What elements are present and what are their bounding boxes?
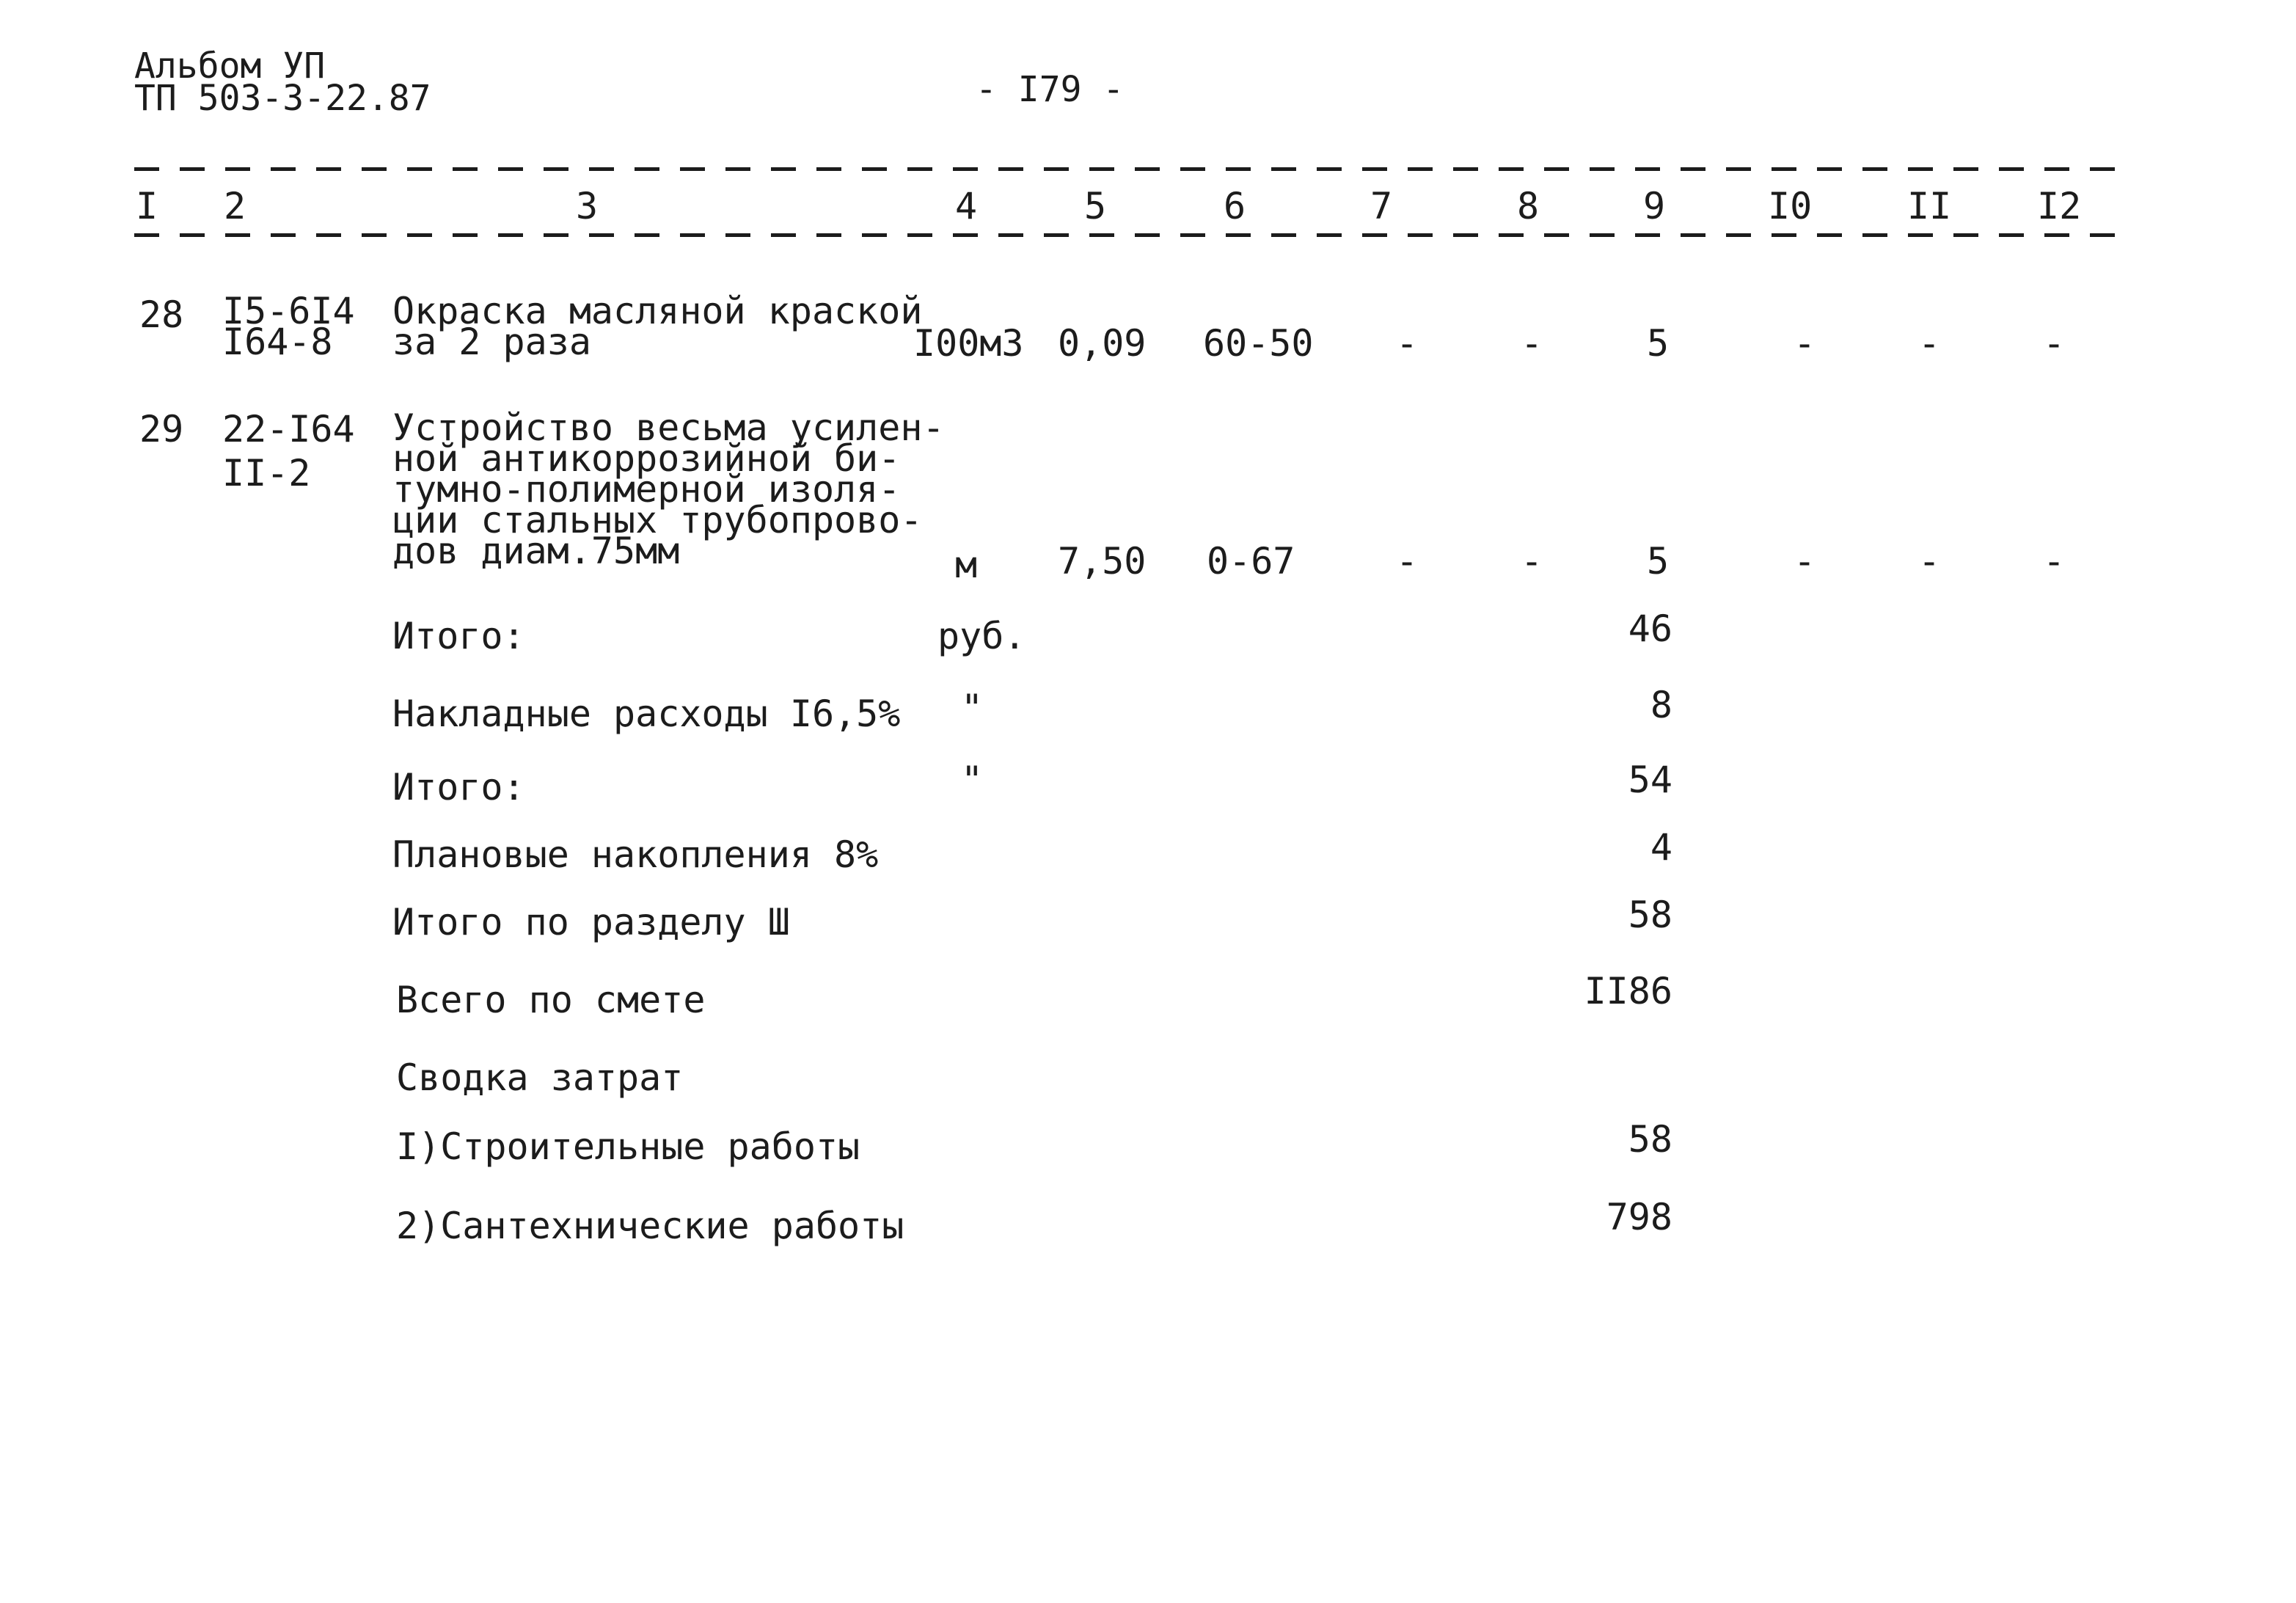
summary-label: Накладные расходы I6,5%: [392, 693, 901, 735]
row-number: 29: [139, 408, 184, 450]
row-unit-price: 60-50: [1203, 322, 1314, 365]
summary-value: 46: [1628, 607, 1672, 650]
row-number: 28: [139, 293, 184, 336]
row-col11: -: [1918, 322, 1941, 365]
row-description-line: Окраска масляной краской: [392, 290, 923, 332]
summary-label: Итого:: [392, 766, 525, 808]
summary-value: II86: [1584, 970, 1672, 1012]
column-header-9: 9: [1643, 185, 1666, 227]
column-header-2: 2: [224, 185, 246, 227]
row-description-line: дов диам.75мм: [392, 530, 680, 572]
album-label: Альбом УП: [134, 45, 326, 87]
row-description-line: за 2 раза: [392, 321, 591, 363]
row-quantity: 0,09: [1058, 322, 1147, 365]
row-col10: -: [1794, 540, 1816, 583]
summary-value: 798: [1606, 1196, 1672, 1238]
column-header-12: I2: [2037, 185, 2082, 227]
row-unit: м: [955, 544, 978, 586]
column-header-6: 6: [1224, 185, 1246, 227]
summary-value: 58: [1628, 1118, 1672, 1161]
summary-label: 2)Сантехнические работы: [396, 1205, 904, 1247]
summary-label: Сводка затрат: [396, 1056, 684, 1099]
row-code-line: II-2: [222, 452, 311, 494]
row-col10: -: [1794, 322, 1816, 365]
summary-value: 58: [1628, 894, 1672, 936]
row-code-line: 22-I64: [222, 408, 355, 450]
column-header-4: 4: [955, 185, 978, 227]
row-col7: -: [1396, 322, 1419, 365]
row-code-line: I5-6I4: [222, 290, 355, 332]
row-description-line: тумно-полимерной изоля-: [392, 468, 901, 511]
page-number: - I79 -: [976, 69, 1125, 110]
row-total: 5: [1647, 540, 1670, 583]
row-unit: I00м3: [913, 322, 1024, 365]
summary-label: Итого:: [392, 615, 525, 657]
summary-label: I)Строительные работы: [396, 1125, 860, 1168]
summary-unit: ": [961, 759, 984, 801]
row-col12: -: [2043, 540, 2066, 583]
column-header-10: I0: [1768, 185, 1813, 227]
row-col7: -: [1396, 540, 1419, 583]
column-header-3: 3: [576, 185, 599, 227]
column-header-5: 5: [1084, 185, 1107, 227]
summary-value: 8: [1650, 684, 1672, 726]
header-bottom-rule: [134, 233, 2126, 237]
project-code: ТП 503-3-22.87: [134, 78, 431, 119]
summary-value: 54: [1628, 759, 1672, 801]
column-header-7: 7: [1370, 185, 1393, 227]
header-top-rule: [134, 167, 2126, 171]
row-unit-price: 0-67: [1207, 540, 1295, 583]
summary-label: Всего по смете: [396, 979, 706, 1021]
row-code-line: I64-8: [222, 321, 333, 363]
summary-unit: руб.: [937, 615, 1026, 657]
row-description-line: ции стальных трубопрово-: [392, 499, 923, 541]
row-col12: -: [2043, 322, 2066, 365]
summary-unit: ": [961, 687, 984, 729]
column-header-11: II: [1907, 185, 1952, 227]
row-quantity: 7,50: [1058, 540, 1147, 583]
column-header-8: 8: [1517, 185, 1540, 227]
summary-label: Плановые накопления 8%: [392, 833, 879, 876]
row-description-line: Устройство весьма усилен-: [392, 406, 945, 449]
row-col11: -: [1918, 540, 1941, 583]
row-description-line: ной антикоррозийной би-: [392, 437, 901, 480]
summary-value: 4: [1650, 826, 1672, 869]
column-header-1: I: [136, 185, 158, 227]
row-col8: -: [1521, 322, 1543, 365]
summary-label: Итого по разделу Ш: [392, 901, 790, 943]
row-total: 5: [1647, 322, 1670, 365]
row-col8: -: [1521, 540, 1543, 583]
